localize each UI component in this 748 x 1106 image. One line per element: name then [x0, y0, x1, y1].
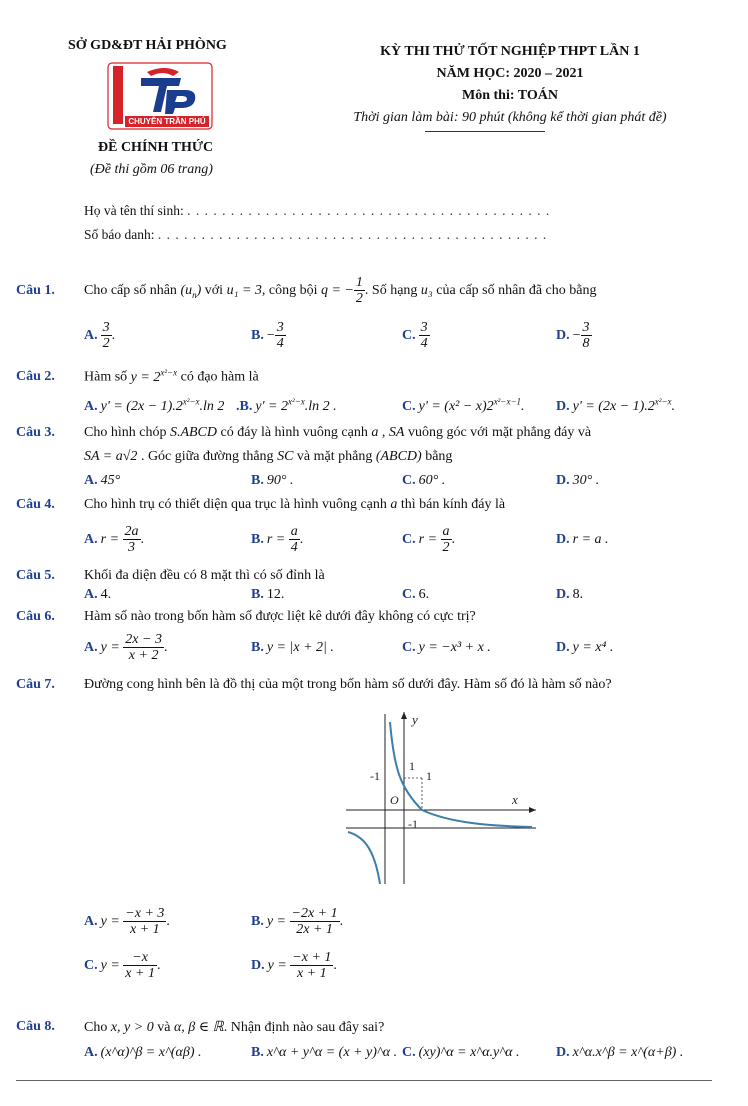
y-axis-label: y [412, 712, 418, 727]
student-id-blank[interactable]: . . . . . . . . . . . . . . . . . . . . . . . . . . . . . . . . . . . . . . . . . . . . . [157, 227, 548, 242]
option-d[interactable]: D. $y' = (2x - 1).2^{x^2-x}$. [556, 396, 676, 414]
tick-x-one: 1 [426, 769, 432, 783]
option-c[interactable]: C. y = $\frac{-x}{x + 1}$ . [84, 950, 161, 982]
question-number: Câu 1. [16, 283, 55, 298]
question-number: Câu 4. [16, 497, 55, 512]
option-b[interactable]: B. y = |x + 2| . [251, 640, 334, 655]
option-b[interactable]: B. 90° . [251, 473, 294, 488]
option-a[interactable]: A. r = $\frac{2a}{3}$ . [84, 524, 145, 556]
question-number: Câu 8. [16, 1019, 55, 1034]
option-d[interactable]: D. − $\frac{3}{8}$ [556, 320, 590, 352]
question-2-text: Hàm số $y = 2^{x^2-x}$ có đạo hàm là [84, 367, 259, 385]
option-c[interactable]: C. 6. [402, 587, 430, 602]
option-b[interactable]: B. − $\frac{3}{4}$ [251, 320, 284, 352]
option-a[interactable]: A. 45° [84, 473, 121, 488]
tick-x-neg-one: -1 [370, 769, 380, 783]
option-b[interactable]: B. y = $\frac{-2x + 1}{2x + 1}$ . [251, 906, 344, 938]
question-number: Câu 5. [16, 568, 55, 583]
option-b[interactable]: B. 12. [251, 587, 285, 602]
subject: Môn thi: TOÁN [462, 88, 558, 103]
question-4-text: Cho hình trụ có thiết diện qua trục là hình vuông cạnh a thì bán kính đáy là [84, 497, 506, 512]
option-c[interactable]: C. $\frac{3}{4}$ [402, 320, 428, 352]
student-name-row [84, 203, 550, 219]
question-6-text: Hàm số nào trong bốn hàm số được liệt kê dưới đây không có cực trị? [84, 609, 476, 624]
official-label: ĐỀ CHÍNH THỨC [98, 140, 214, 155]
tick-y-one: 1 [409, 759, 415, 773]
curve-left-branch [348, 832, 380, 884]
option-c[interactable]: C. (xy)^α = x^α.y^α . [402, 1045, 520, 1060]
student-name-blank[interactable]: . . . . . . . . . . . . . . . . . . . . . . . . . . . . . . . . . . . . . . . . . . [187, 203, 551, 218]
option-d[interactable]: D. 8. [556, 587, 584, 602]
option-b[interactable]: B. x^α + y^α = (x + y)^α . [251, 1045, 398, 1060]
question-3-line-2: SA = a√2 . Góc giữa đường thẳng SC và mặt phẳng (ABCD) bằng [84, 449, 453, 464]
tick-y-neg-one: -1 [408, 817, 418, 831]
question-8-text: Cho x, y > 0 và α, β ∈ ℝ. Nhận định nào sau đây sai? [84, 1020, 385, 1035]
question-number: Câu 3. [16, 425, 55, 440]
option-d[interactable]: D. r = a . [556, 532, 609, 547]
question-number: Câu 2. [16, 369, 55, 384]
question-7-text: Đường cong hình bên là đồ thị của một trong bốn hàm số dưới đây. Hàm số đó là hàm số nào? [84, 677, 612, 692]
exam-time: Thời gian làm bài: 90 phút (không kể thời gian phát đề) [353, 110, 667, 125]
org-name: SỞ GD&ĐT HẢI PHÒNG [68, 38, 227, 53]
exam-title: KỲ THI THỬ TỐT NGHIỆP THPT LẦN 1 [380, 44, 640, 59]
page-footer-divider [16, 1080, 712, 1081]
x-axis-label: x [512, 792, 518, 807]
curve-right-branch [390, 722, 532, 827]
option-c[interactable]: C. r = $\frac{a}{2}$ . [402, 524, 456, 556]
school-year: NĂM HỌC: 2020 – 2021 [436, 66, 584, 81]
function-graph [300, 708, 540, 888]
page-count: (Đề thi gồm 06 trang) [90, 162, 213, 177]
option-c[interactable]: C. y = −x³ + x . [402, 640, 491, 655]
option-d[interactable]: D. x^α.x^β = x^(α+β) . [556, 1045, 684, 1060]
option-a[interactable]: A. $\frac{3}{2}$ . [84, 320, 116, 352]
logo-caption: CHUYÊN TRẦN PHÚ [128, 117, 206, 126]
question-5-text: Khối đa diện đều có 8 mặt thì có số đỉnh là [84, 568, 325, 583]
question-number: Câu 7. [16, 677, 55, 692]
option-a[interactable]: A. 4. [84, 587, 112, 602]
option-a[interactable]: A. $y' = (2x - 1).2^{x^2-x}.\ln$ 2 [84, 396, 225, 414]
option-a[interactable]: A. y = $\frac{-x + 3}{x + 1}$ . [84, 906, 170, 938]
y-axis-arrow [401, 712, 407, 719]
option-c[interactable]: C. 60° . [402, 473, 446, 488]
student-id-row [84, 227, 547, 243]
student-name-label: Họ và tên thí sinh: [84, 203, 184, 218]
student-id-label: Số báo danh: [84, 227, 155, 242]
option-d[interactable]: D. 30° . [556, 473, 600, 488]
option-b[interactable]: B. r = $\frac{a}{4}$ . [251, 524, 304, 556]
option-a[interactable]: A. y = $\frac{2x - 3}{x + 2}$ . [84, 632, 168, 664]
option-d[interactable]: D. y = x⁴ . [556, 640, 614, 655]
question-1-text: Cho cấp số nhân $(u_n)$ với u₁ = 3, công bội q = − $\frac{1}{2}$ . Số hạng u₃ của cấp số nhân đã cho bằng [84, 275, 597, 307]
option-a[interactable]: A. (x^α)^β = x^(αβ) . [84, 1045, 202, 1060]
option-b[interactable]: .B. $y' = 2^{x^2-x}.\ln$ 2 . [236, 396, 337, 414]
question-number: Câu 6. [16, 609, 55, 624]
x-axis-arrow [529, 807, 536, 813]
origin-label: O [390, 793, 399, 807]
header-divider [425, 131, 545, 132]
school-logo [107, 62, 213, 130]
option-d[interactable]: D. y = $\frac{-x + 1}{x + 1}$ . [251, 950, 337, 982]
question-3-line-1: Cho hình chóp S.ABCD có đáy là hình vuông cạnh a , SA vuông góc với mặt phẳng đáy và [84, 425, 592, 440]
option-c[interactable]: C. $y' = (x^2 - x)2^{x^2-x-1}$. [402, 396, 525, 414]
